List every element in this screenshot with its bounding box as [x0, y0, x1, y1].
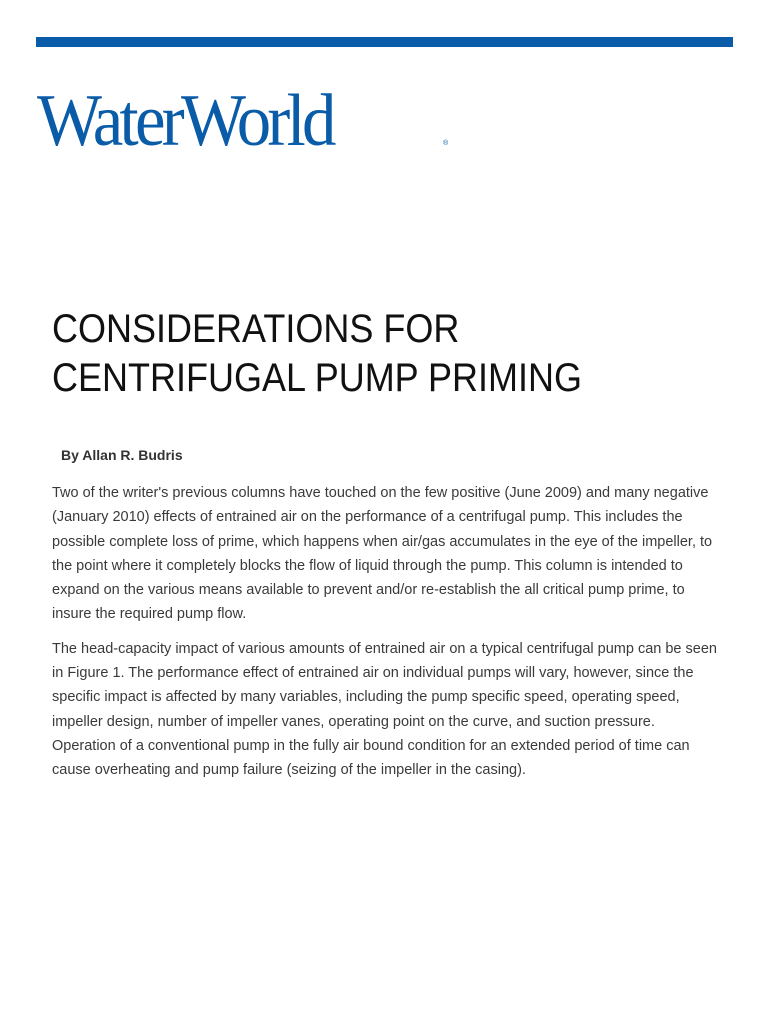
- article-title-line-2: CENTRIFUGAL PUMP PRIMING: [52, 356, 583, 400]
- article-body: [52, 481, 717, 793]
- logo-registered-mark: ®: [443, 140, 449, 147]
- article-paragraph-2: The head-capacity impact of various amounts of entrained air on a typical centrifugal pump can be seen in Figure 1. The performance effect of entrained air on individual pumps will vary, however, since the specific impact is affected by many variables, including the pump specific speed, operating speed, impeller design, number of impeller vanes, operating point on the curve, and suction pressure. Operation of a conventional pump in the fully air bound condition for an extended period of time can cause overheating and pump failure (seizing of the impeller in the casing).: [52, 640, 717, 779]
- article-byline: By Allan R. Budris: [61, 447, 183, 463]
- logo-wordmark: WaterWorld: [37, 80, 333, 162]
- waterworld-logo: [37, 80, 449, 162]
- article-title-line-1: CONSIDERATIONS FOR: [52, 307, 460, 351]
- article-title: [52, 305, 664, 403]
- article-paragraph-1: Two of the writer's previous columns have touched on the few positive (June 2009) and many negative (January 2010) effects of entrained air on the performance of a centrifugal pump. This includes the possible complete loss of prime, which happens when air/gas accumulates in the eye of the impeller, to the point where it completely blocks the flow of liquid through the pump. This column is intended to expand on the various means available to prevent and/or re-establish the all critical pump prime, to insure the required pump flow.: [52, 485, 713, 623]
- header-rule: [36, 37, 733, 47]
